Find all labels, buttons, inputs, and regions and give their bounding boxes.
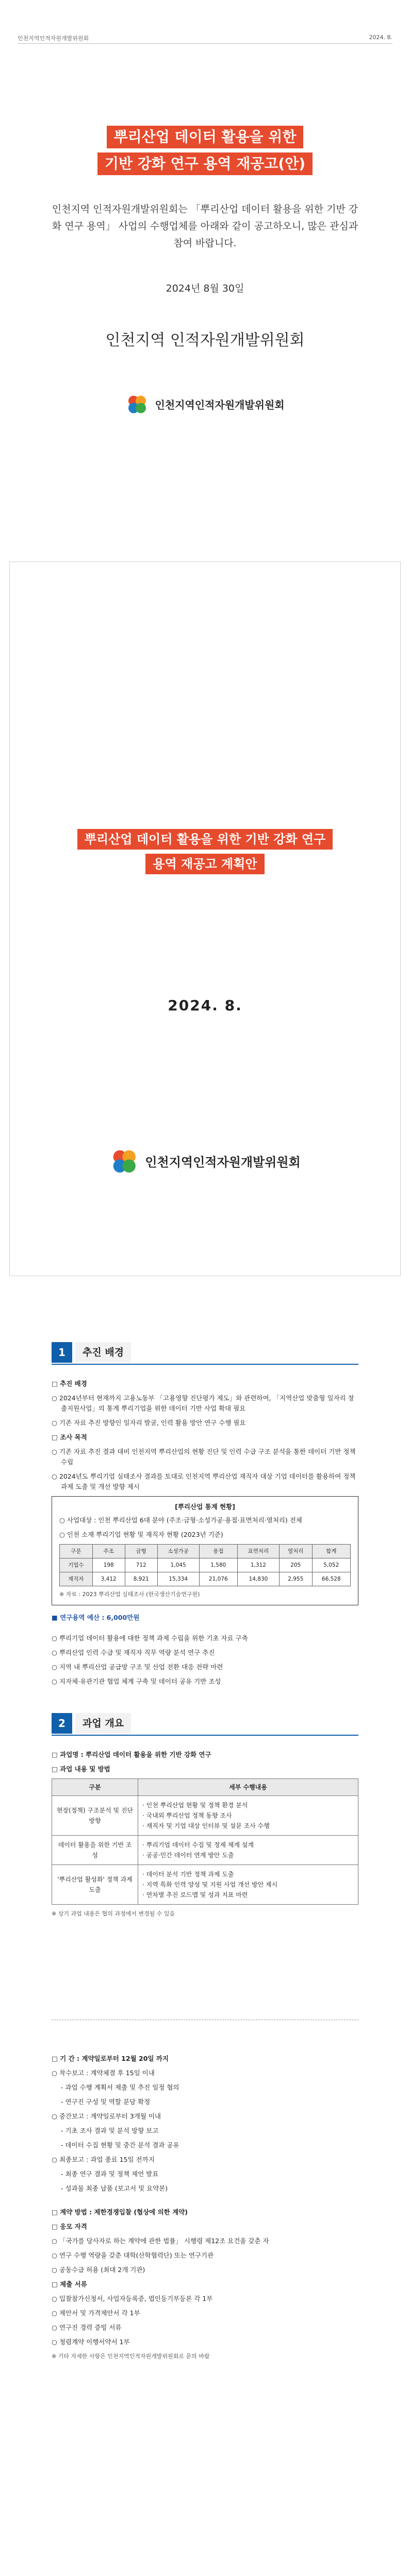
eligibility-3: ○ 공동수급 허용 (최대 2개 기관) — [52, 2266, 145, 2274]
part-3-note: ※ 기타 자세한 사항은 인천지역인적자원개발위원회로 문의 바람 — [52, 2353, 210, 2360]
documents-heading: □ 제출 서류 — [52, 2280, 87, 2288]
eligibility-heading: □ 응모 자격 — [52, 2223, 87, 2230]
cover-logo — [0, 1146, 410, 1175]
interim-detail-1: - 기초 조사 결과 및 분석 방향 보고 — [61, 2127, 159, 2134]
final-line: ○ 최종보고 : 과업 종료 15일 전까지 — [52, 2156, 155, 2163]
budget-line: ■ 연구용역 예산 : 6,000만원 — [52, 1614, 140, 1621]
cover-logo-mark-icon — [109, 1146, 138, 1175]
logo-text: 인천지역인적자원개발위원회 — [155, 398, 285, 411]
logo-mark-icon — [125, 393, 148, 415]
stats-box-line-2: ○ 인천 소재 뿌리기업 현황 및 재직자 현황 (2023년 기준) — [59, 1531, 223, 1538]
kickoff-line: ○ 착수보고 : 계약체결 후 15일 이내 — [52, 2069, 155, 2077]
stats-box — [52, 1496, 358, 1605]
section-1-sub-2: □ 조사 목적 — [52, 1433, 87, 1441]
cover-date: 2024. 8. — [168, 997, 242, 1014]
section-1-bullet-2: ○ 기존 자료 추진 방향인 일자리 발굴, 인력 활용 방안 연구 수행 필요 — [52, 1419, 246, 1427]
cover-title-line-2: 용역 재공고 계획안 — [145, 854, 264, 874]
interim-line: ○ 중간보고 : 계약일로부터 3개월 이내 — [52, 2112, 161, 2120]
table-row: 기업수 198 712 1,045 1,580 1,312 205 5,052 — [60, 1558, 351, 1572]
running-header — [18, 32, 392, 44]
section-2-sub-2: □ 과업 내용 및 방법 — [52, 1765, 110, 1773]
task-table-note: ※ 상기 과업 내용은 협의 과정에서 변경될 수 있음 — [52, 1910, 175, 1917]
section-1-title: 추진 배경 — [75, 1342, 131, 1363]
stats-box-line-1: ○ 사업대상 : 인천 뿌리산업 6대 분야 (주조·금형·소성가공·용접·표면처리·열처리) 전체 — [59, 1516, 302, 1524]
eligibility-1: ○ 「국가를 당사자로 하는 계약에 관한 법률」 시행령 제12조 요건을 갖춘 자 — [52, 2237, 269, 2245]
final-detail-2: - 성과물 최종 납품 (보고서 및 요약본) — [61, 2184, 168, 2192]
interim-detail-2: - 데이터 수집 현황 및 중간 분석 결과 공유 — [61, 2141, 179, 2149]
part-3-body — [52, 2050, 358, 2366]
table-row: 데이터 활용을 위한 기반 조성 · 뿌리기업 데이터 수집 및 정제 체계 설계 · 공공·민간 데이터 연계 방안 도출 — [52, 1836, 358, 1865]
stats-box-note: ※ 자료 : 2023 뿌리산업 실태조사 (한국생산기술연구원) — [59, 1591, 200, 1598]
section-1-bullet-4: ○ 2024년도 뿌리기업 실태조사 결과를 토대로 인천지역 뿌리산업 재직자 대상 기업 데이터를 활용하여 정책 과제 도출 및 개선 방향 제시 — [52, 1472, 356, 1490]
intro-bullet-4: ○ 지자체·유관기관 협업 체계 구축 및 데이터 공유 기반 조성 — [52, 1677, 221, 1685]
section-1-number: 1 — [52, 1342, 72, 1363]
section-1-bullet-1: ○ 2024년부터 현재까지 고용노동부 「고용영향 진단평가 제도」와 관련하여, 「지역산업 맞춤형 일자리 창출지원사업」의 통계 뿌리기업을 위한 데이터 기반 사업 확대 필요 — [52, 1394, 354, 1412]
cover-logo-text: 인천지역인적자원개발위원회 — [145, 1155, 301, 1170]
kickoff-detail-1: - 과업 수행 계획서 제출 및 추진 일정 협의 — [61, 2083, 179, 2091]
document-3: ○ 연구진 경력 증빙 서류 — [52, 2324, 122, 2331]
intro-bullet-1: ○ 뿌리기업 데이터 활용에 대한 정책 과제 수립을 위한 기초 자료 구축 — [52, 1634, 248, 1642]
section-1-sub-1: □ 추진 배경 — [52, 1380, 87, 1387]
notice-title-line-1: 뿌리산업 데이터 활용을 위한 — [107, 126, 304, 148]
document-1: ○ 입찰참가신청서, 사업자등록증, 법인등기부등본 각 1부 — [52, 2295, 213, 2302]
intro-bullet-2: ○ 뿌리산업 인력 수급 및 재직자 직무 역량 분석 연구 추진 — [52, 1649, 215, 1656]
stats-box-title: [뿌리산업 통계 현황] — [175, 1503, 235, 1511]
header-date: 2024. 8. — [369, 34, 392, 41]
task-table — [52, 1778, 358, 1905]
document-4: ○ 청렴계약 이행서약서 1부 — [52, 2338, 130, 2346]
section-1-body — [52, 1376, 358, 1691]
section-1-bullet-3: ○ 기존 자료 추진 결과 대비 인천지역 뿌리산업의 현황 진단 및 인력 수급 구조 분석을 통한 데이터 기반 정책 수립 — [52, 1448, 356, 1466]
notice-body: 인천지역 인적자원개발위원회는 「뿌리산업 데이터 활용을 위한 기반 강화 연구 용역」 사업의 수행업체를 아래와 같이 공고하오니, 많은 관심과 참여 바랍니다. — [52, 204, 358, 249]
final-detail-1: - 최종 연구 결과 및 정책 제언 발표 — [61, 2170, 159, 2178]
kickoff-detail-2: - 연구진 구성 및 역할 분담 확정 — [61, 2098, 151, 2106]
section-1-heading — [52, 1342, 358, 1363]
notice-title-line-2: 기반 강화 연구 용역 재공고(안) — [97, 152, 313, 175]
section-2-title: 과업 개요 — [75, 1713, 131, 1734]
document-2: ○ 제안서 및 가격제안서 각 1부 — [52, 2309, 140, 2317]
table-row: 현장(정책) 구조분석 및 진단 방향 · 인천 뿌리산업 현황 및 정책 환경 분석 · 국내외 뿌리산업 정책 동향 조사 · 재직자 및 기업 대상 인터뷰 및 설문 조사 수행 — [52, 1796, 358, 1836]
contract-method: □ 계약 방법 : 제한경쟁입찰 (협상에 의한 계약) — [52, 2208, 188, 2216]
notice-title — [0, 124, 410, 177]
notice-date: 2024년 8월 30일 — [166, 283, 244, 294]
table-row: 재직자 3,412 8,921 15,334 21,076 14,830 2,955 66,528 — [60, 1572, 351, 1586]
section-2-body — [52, 1747, 358, 1923]
section-2-heading — [52, 1713, 358, 1734]
stats-table-header: 구분 주조 금형 소성가공 용접 표면처리 열처리 합계 — [60, 1545, 351, 1558]
eligibility-2: ○ 연구 수행 역량을 갖춘 대학(산학협력단) 또는 연구기관 — [52, 2251, 214, 2259]
table-row: '뿌리산업 활성화' 정책 과제 도출 · 데이터 분석 기반 정책 과제 도출 · 지역 특화 인력 양성 및 지원 사업 개선 방안 제시 · 연차별 추진 로드맵 및 성과 지표 마련 — [52, 1865, 358, 1905]
section-2-number: 2 — [52, 1713, 72, 1734]
task-table-header: 구분 세부 수행내용 — [52, 1779, 358, 1796]
logo — [0, 393, 410, 415]
intro-bullet-3: ○ 지역 내 뿌리산업 공급망 구조 및 산업 전환 대응 전략 마련 — [52, 1663, 223, 1671]
cover-title — [0, 827, 410, 876]
section-2-sub-1: □ 과업명 : 뿌리산업 데이터 활용을 위한 기반 강화 연구 — [52, 1751, 211, 1758]
header-org: 인천지역인적자원개발위원회 — [18, 35, 89, 42]
cover-title-line-1: 뿌리산업 데이터 활용을 위한 기반 강화 연구 — [77, 829, 333, 850]
period-heading: □ 기 간 : 계약일로부터 12월 20일 까지 — [52, 2055, 169, 2062]
notice-org: 인천지역 인적자원개발위원회 — [105, 331, 305, 349]
stats-table — [59, 1544, 351, 1586]
